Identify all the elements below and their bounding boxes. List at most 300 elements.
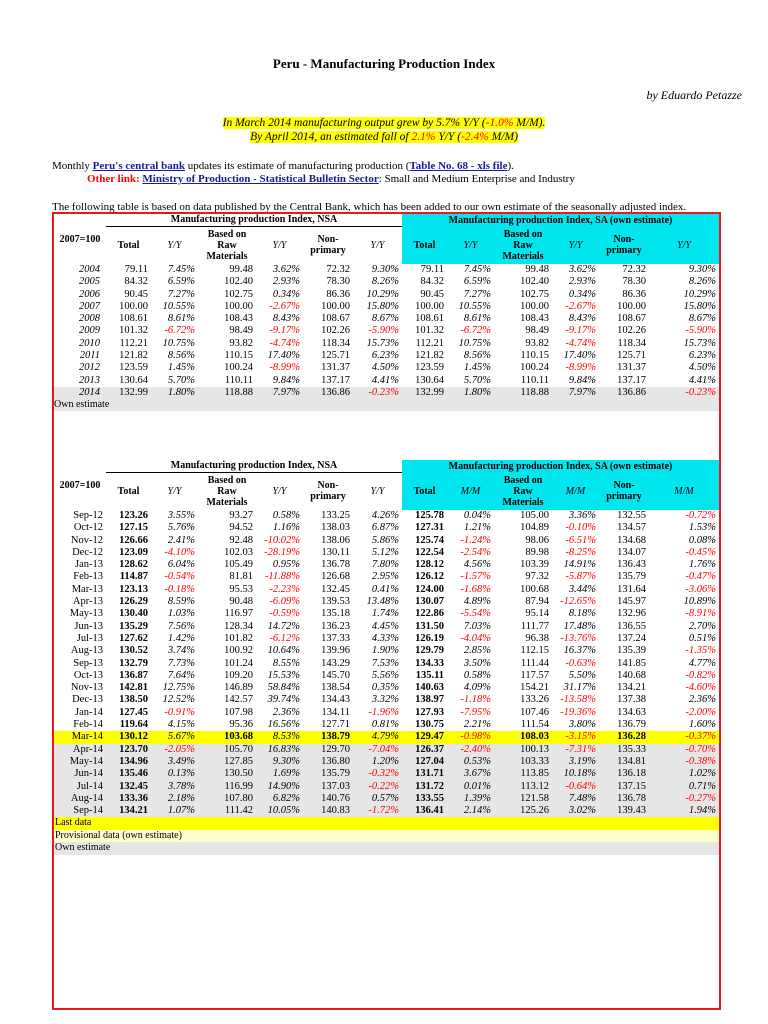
table-cell: 134.21 <box>617 682 647 694</box>
table-cell: 100.00 <box>520 300 550 312</box>
table-cell: 7.45% <box>167 264 195 275</box>
table-cell: 8.61% <box>463 313 492 325</box>
table-cell: 108.61 <box>415 313 445 325</box>
table-cell: 1.21% <box>463 522 492 534</box>
table-cell: 109.20 <box>224 669 253 681</box>
row-label: Jun-13 <box>74 620 103 632</box>
table-cell: 136.78 <box>599 793 649 805</box>
table-cell: -5.90% <box>368 325 400 337</box>
table-cell: 126.29 <box>119 596 148 608</box>
table-cell: 123.70 <box>106 744 151 756</box>
table-cell: 124.00 <box>415 583 445 595</box>
table-cell: 9.30% <box>688 264 717 275</box>
table-cell: 1.80% <box>151 387 198 399</box>
table-cell: 1.07% <box>151 805 198 817</box>
table-cell: 16.83% <box>256 744 303 756</box>
table-cell: 1.94% <box>649 805 719 817</box>
base-label: 2007=100 <box>54 460 106 510</box>
table-cell: 129.47 <box>402 731 447 743</box>
table-cell: 114.87 <box>119 571 148 583</box>
table-cell: 130.52 <box>119 645 148 657</box>
table-cell: 10.29% <box>366 288 400 300</box>
table-cell: 0.58% <box>272 510 300 521</box>
table-cell: 132.79 <box>119 657 148 669</box>
row-label: Apr-14 <box>54 744 106 756</box>
table-cell: 139.96 <box>321 645 350 657</box>
table-cell: -0.32% <box>353 768 402 780</box>
table-cell: 15.80% <box>683 300 717 312</box>
table-cell: -4.74% <box>269 337 300 349</box>
table-cell: 7.64% <box>167 669 195 681</box>
table-cell: 3.62% <box>272 264 300 275</box>
table-cell: 90.45 <box>124 288 148 300</box>
table-cell: 104.89 <box>520 522 550 534</box>
table-cell: -8.99% <box>269 362 300 374</box>
table-cell: 113.85 <box>494 768 552 780</box>
column-header: Y/Y <box>552 226 599 264</box>
table-row <box>54 547 719 559</box>
table-cell: 127.45 <box>119 706 148 718</box>
table-cell: 132.45 <box>321 583 350 595</box>
table-cell: 2.85% <box>463 645 492 657</box>
table-cell: 0.81% <box>371 719 400 731</box>
table-cell: 3.80% <box>568 719 597 731</box>
table-cell: 2.21% <box>463 719 492 731</box>
table-cell: 125.78 <box>415 510 445 521</box>
para-text: updates its estimate of manufacturing production ( <box>184 160 410 172</box>
table-cell: 137.15 <box>599 781 649 793</box>
row-label: Sep-13 <box>73 657 103 669</box>
table-cell: 7.53% <box>371 657 400 669</box>
table-cell: 6.87% <box>371 522 400 534</box>
row-label: 2007 <box>79 300 100 312</box>
table-cell: 130.40 <box>119 608 148 620</box>
table-cell: 7.03% <box>463 620 492 632</box>
table-cell: 130.07 <box>415 596 445 608</box>
table-cell: 125.71 <box>321 350 350 362</box>
table-cell: -0.27% <box>649 793 719 805</box>
table-cell: 134.07 <box>617 546 647 558</box>
table-cell: 14.91% <box>563 559 597 571</box>
table-cell: -0.10% <box>565 522 597 534</box>
table-cell: 136.23 <box>321 620 350 632</box>
table-cell: 102.40 <box>520 276 550 288</box>
table-cell: 121.82 <box>119 350 148 362</box>
table-cell: 10.55% <box>162 300 195 312</box>
table-cell: 123.26 <box>119 510 148 521</box>
table-cell: 102.26 <box>321 325 350 337</box>
row-label: 2011 <box>79 350 100 362</box>
table-cell: 128.62 <box>119 559 148 571</box>
table-cell: 108.67 <box>321 313 350 325</box>
table-cell: -12.65% <box>560 596 597 608</box>
column-header: Y/Y <box>151 226 198 264</box>
table-cell: 112.21 <box>415 337 445 349</box>
monthly-table <box>54 460 719 817</box>
table-cell: -9.17% <box>269 325 300 337</box>
table-cell: 4.26% <box>371 510 400 521</box>
table-cell: 136.18 <box>599 768 649 780</box>
table-cell: 102.26 <box>617 325 647 337</box>
table-cell: 135.79 <box>617 571 647 583</box>
annual-sa-title: Manufacturing production Index, SA (own estimate) <box>402 214 719 226</box>
table-cell: -19.36% <box>560 706 597 718</box>
table-cell: 5.12% <box>371 546 400 558</box>
table-cell: 3.49% <box>151 756 198 768</box>
column-header: Non-primary <box>599 472 649 510</box>
table-row <box>54 510 719 522</box>
table-cell: 136.87 <box>119 669 148 681</box>
table-cell: 8.61% <box>167 313 195 325</box>
table-cell: 1.39% <box>447 793 494 805</box>
table-cell: 1.45% <box>167 362 195 374</box>
monthly-nsa-title: Manufacturing production Index, NSA <box>106 460 402 472</box>
row-label: 2005 <box>79 276 100 288</box>
table-cell: 4.77% <box>688 657 717 669</box>
table-cell: 14.90% <box>256 781 303 793</box>
table-row <box>54 731 719 743</box>
table-cell: 4.15% <box>167 719 195 731</box>
table-cell: -5.90% <box>685 325 717 337</box>
table-cell: -4.10% <box>164 546 195 558</box>
table-cell: 5.67% <box>151 731 198 743</box>
table-cell: 10.18% <box>552 768 599 780</box>
xls-file-link[interactable]: xls file <box>477 160 508 172</box>
table-cell: 132.55 <box>617 510 647 521</box>
table-cell: 2.18% <box>151 793 198 805</box>
table-cell: 118.34 <box>617 337 647 349</box>
table-cell: 131.37 <box>617 362 647 374</box>
table-cell: 107.46 <box>520 706 550 718</box>
table-cell: 146.89 <box>224 682 253 694</box>
table-cell: 79.11 <box>124 264 148 275</box>
table-cell: 137.17 <box>617 374 647 386</box>
column-header: Based on Raw Materials <box>198 472 256 510</box>
table-cell: 140.83 <box>303 805 353 817</box>
table-cell: 5.76% <box>167 522 195 534</box>
table-cell: 116.97 <box>224 608 253 620</box>
table-cell: 10.75% <box>458 337 492 349</box>
table-cell: 92.48 <box>229 534 253 546</box>
table-cell: 8.56% <box>167 350 195 362</box>
table-cell: 3.44% <box>568 583 597 595</box>
table-cell: 0.51% <box>688 632 717 644</box>
column-header: Y/Y <box>151 472 198 510</box>
table-cell: 3.32% <box>371 694 400 706</box>
table-cell: 127.04 <box>402 756 447 768</box>
table-cell: 1.03% <box>167 608 195 620</box>
table-cell: 127.93 <box>415 706 445 718</box>
table-cell: -2.05% <box>151 744 198 756</box>
table-cell: 3.62% <box>568 264 597 275</box>
table-row <box>54 670 719 682</box>
row-label: Feb-14 <box>73 719 103 731</box>
headline-text: By April 2014, an estimated fall of <box>250 131 412 143</box>
row-label: Jan-14 <box>75 706 103 718</box>
table-cell: 7.27% <box>167 288 195 300</box>
table-cell: 129.70 <box>303 744 353 756</box>
table-cell: 16.37% <box>563 645 597 657</box>
table-cell: 134.96 <box>106 756 151 768</box>
row-label: Mar-13 <box>71 583 103 595</box>
row-label: Dec-12 <box>72 546 103 558</box>
column-header: M/M <box>447 472 494 510</box>
table-cell: -2.67% <box>565 300 597 312</box>
column-header: Non-primary <box>303 472 353 510</box>
table-cell: 100.00 <box>119 300 148 312</box>
table-cell: 58.84% <box>267 682 300 694</box>
table-row <box>54 289 719 301</box>
table-cell: 137.03 <box>303 781 353 793</box>
table-cell: 130.75 <box>415 719 445 731</box>
table-cell: -13.76% <box>560 632 597 644</box>
row-label: May-14 <box>54 756 106 768</box>
table-cell: 0.57% <box>353 793 402 805</box>
table-cell: 133.36 <box>106 793 151 805</box>
table-cell: 134.43 <box>321 694 350 706</box>
table-cell: 98.06 <box>525 534 550 546</box>
annual-nsa-title: Manufacturing production Index, NSA <box>106 214 402 226</box>
table-cell: 127.71 <box>321 719 350 731</box>
table-cell: 0.71% <box>649 781 719 793</box>
table-cell: 5.56% <box>371 669 400 681</box>
table-cell: 138.50 <box>119 694 148 706</box>
table-cell: 96.38 <box>525 632 550 644</box>
table-cell: 2.93% <box>272 276 300 288</box>
para-text: Monthly <box>52 160 93 172</box>
table-row <box>54 793 719 805</box>
table-cell: -0.23% <box>649 387 719 399</box>
column-header: Y/Y <box>353 472 402 510</box>
table-cell: 0.34% <box>272 288 300 300</box>
row-label: Apr-13 <box>72 596 103 608</box>
table-cell: 8.53% <box>256 731 303 743</box>
table-cell: -0.63% <box>565 657 597 669</box>
table-cell: -0.70% <box>649 744 719 756</box>
table-row <box>54 301 719 313</box>
table-cell: 8.18% <box>568 608 597 620</box>
table-cell: 131.37 <box>321 362 350 374</box>
table-cell: -0.47% <box>685 571 717 583</box>
table-cell: -8.99% <box>565 362 597 374</box>
table-cell: 4.50% <box>688 362 717 374</box>
table-cell: -1.35% <box>685 645 717 657</box>
table-cell: 126.12 <box>415 571 445 583</box>
table-row <box>54 781 719 793</box>
table-cell: 1.80% <box>447 387 494 399</box>
table-cell: 100.00 <box>617 300 647 312</box>
table-cell: 112.15 <box>520 645 550 657</box>
base-label: 2007=100 <box>54 214 106 264</box>
column-header: Y/Y <box>256 226 303 264</box>
table-cell: 3.02% <box>552 805 599 817</box>
para-text: ). <box>507 160 514 172</box>
table-cell: -0.37% <box>649 731 719 743</box>
table-cell: 126.37 <box>402 744 447 756</box>
table-row <box>54 571 719 583</box>
table-cell: 0.35% <box>371 682 400 694</box>
table-cell: 1.53% <box>688 522 717 534</box>
table-cell: -7.31% <box>552 744 599 756</box>
table-cell: 9.30% <box>371 264 400 275</box>
table-cell: 1.02% <box>649 768 719 780</box>
table-cell: -0.59% <box>269 608 300 620</box>
table-cell: 87.94 <box>525 596 550 608</box>
table-cell: -2.67% <box>269 300 300 312</box>
row-label: Jul-14 <box>54 781 106 793</box>
column-header: Total <box>106 226 151 264</box>
table-cell: 118.88 <box>494 387 552 399</box>
legend-last-data: Last data <box>54 817 719 830</box>
table-cell: 12.52% <box>162 694 195 706</box>
table-cell: 5.50% <box>568 669 597 681</box>
table-cell: 138.79 <box>303 731 353 743</box>
table-cell: 94.52 <box>229 522 253 534</box>
table-cell: 10.75% <box>162 337 195 349</box>
table-cell: 1.90% <box>371 645 400 657</box>
table-cell: 39.74% <box>267 694 300 706</box>
table-cell: 108.61 <box>119 313 148 325</box>
table-row <box>54 338 719 350</box>
ministry-link[interactable]: Ministry of Production - Statistical Bulletin Sector <box>142 173 379 185</box>
table-cell: -1.68% <box>460 583 492 595</box>
table-row <box>54 596 719 608</box>
row-label: Sep-12 <box>73 510 103 521</box>
table-cell: -0.91% <box>164 706 195 718</box>
column-header: Based on Raw Materials <box>494 226 552 264</box>
table-cell: 6.04% <box>167 559 195 571</box>
table-row <box>54 694 719 706</box>
row-label: Jul-13 <box>76 632 103 644</box>
table-cell: 117.57 <box>520 669 550 681</box>
table-cell: -1.57% <box>460 571 492 583</box>
table-cell: -0.45% <box>685 546 717 558</box>
table-cell: 1.45% <box>463 362 492 374</box>
table-cell: 100.00 <box>415 300 445 312</box>
headline-value: -1.0% <box>485 117 514 129</box>
table-cell: 93.82 <box>525 337 550 349</box>
table-cell: 101.32 <box>415 325 445 337</box>
table-cell: 8.26% <box>688 276 717 288</box>
table-cell: 127.31 <box>415 522 445 534</box>
headline-line-2 <box>250 131 518 143</box>
table-cell: -2.54% <box>460 546 492 558</box>
table-row <box>54 645 719 657</box>
table-cell: 12.75% <box>162 682 195 694</box>
table-cell: 4.41% <box>688 374 717 386</box>
table-68-link[interactable]: Table No. 68 <box>409 160 469 172</box>
author: by Eduardo Petazze <box>646 88 742 102</box>
table-cell: 107.80 <box>198 793 256 805</box>
table-cell: 7.27% <box>463 288 492 300</box>
table-cell: 131.71 <box>402 768 447 780</box>
column-header: Non-primary <box>303 226 353 264</box>
table-cell: 1.74% <box>371 608 400 620</box>
table-cell: 6.59% <box>167 276 195 288</box>
table-cell: 135.39 <box>617 645 647 657</box>
table-cell: 100.00 <box>224 300 253 312</box>
table-cell: 8.55% <box>272 657 300 669</box>
table-row <box>54 387 719 399</box>
table-cell: 134.57 <box>617 522 647 534</box>
table-cell: 139.53 <box>321 596 350 608</box>
table-cell: 105.49 <box>224 559 253 571</box>
table-row <box>54 682 719 694</box>
headline-text: In March 2014 manufacturing output grew by 5.7% Y/Y ( <box>222 117 486 129</box>
row-label: Oct-13 <box>73 669 103 681</box>
table-cell: 2.93% <box>568 276 597 288</box>
table-cell: 126.19 <box>415 632 445 644</box>
table-cell: 111.44 <box>520 657 550 669</box>
table-row <box>54 707 719 719</box>
table-cell: 105.00 <box>520 510 550 521</box>
table-cell: -6.72% <box>460 325 492 337</box>
table-cell: 128.12 <box>415 559 445 571</box>
table-cell: 1.76% <box>688 559 717 571</box>
table-cell: 110.11 <box>224 374 253 386</box>
table-cell: 84.32 <box>124 276 148 288</box>
table-cell: 137.33 <box>321 632 350 644</box>
table-cell: 136.78 <box>321 559 350 571</box>
table-cell: 86.36 <box>622 288 647 300</box>
table-cell: 3.19% <box>552 756 599 768</box>
row-label: Jan-13 <box>75 559 103 571</box>
table-row <box>54 584 719 596</box>
table-cell: 135.11 <box>415 669 445 681</box>
table-cell: 86.36 <box>326 288 350 300</box>
table-cell: 138.03 <box>321 522 350 534</box>
table-cell: -5.54% <box>460 608 492 620</box>
table-cell: 137.17 <box>321 374 350 386</box>
table-cell: 2.36% <box>688 694 717 706</box>
table-cell: 116.99 <box>198 781 256 793</box>
table-cell: 5.86% <box>371 534 400 546</box>
table-cell: 136.41 <box>402 805 447 817</box>
table-cell: -0.38% <box>649 756 719 768</box>
table-cell: 138.54 <box>321 682 350 694</box>
table-cell: 100.13 <box>494 744 552 756</box>
table-cell: 93.82 <box>229 337 253 349</box>
table-cell: 101.32 <box>119 325 148 337</box>
table-cell: 3.78% <box>151 781 198 793</box>
table-cell: 103.39 <box>520 559 550 571</box>
table-cell: 118.88 <box>198 387 256 399</box>
headline <box>0 116 768 144</box>
central-bank-link[interactable]: Peru's central bank <box>92 160 185 172</box>
table-cell: 140.76 <box>303 793 353 805</box>
table-cell: 5.70% <box>167 374 195 386</box>
table-cell: 95.53 <box>229 583 253 595</box>
table-cell: 111.42 <box>198 805 256 817</box>
table-cell: 0.01% <box>447 781 494 793</box>
table-cell: 4.79% <box>353 731 402 743</box>
table-cell: 14.72% <box>267 620 300 632</box>
table-cell: 4.56% <box>463 559 492 571</box>
table-cell: 102.75 <box>520 288 550 300</box>
table-cell: -1.96% <box>368 706 400 718</box>
table-row <box>54 264 719 276</box>
table-cell: 128.34 <box>224 620 253 632</box>
table-cell: 0.58% <box>463 669 492 681</box>
table-cell: 136.28 <box>599 731 649 743</box>
row-label: 2010 <box>79 337 100 349</box>
table-cell: 138.06 <box>321 534 350 546</box>
table-cell: 95.36 <box>229 719 253 731</box>
table-cell: 15.53% <box>267 669 300 681</box>
table-cell: 2.70% <box>688 620 717 632</box>
table-cell: 4.41% <box>371 374 400 386</box>
table-cell: 108.03 <box>494 731 552 743</box>
